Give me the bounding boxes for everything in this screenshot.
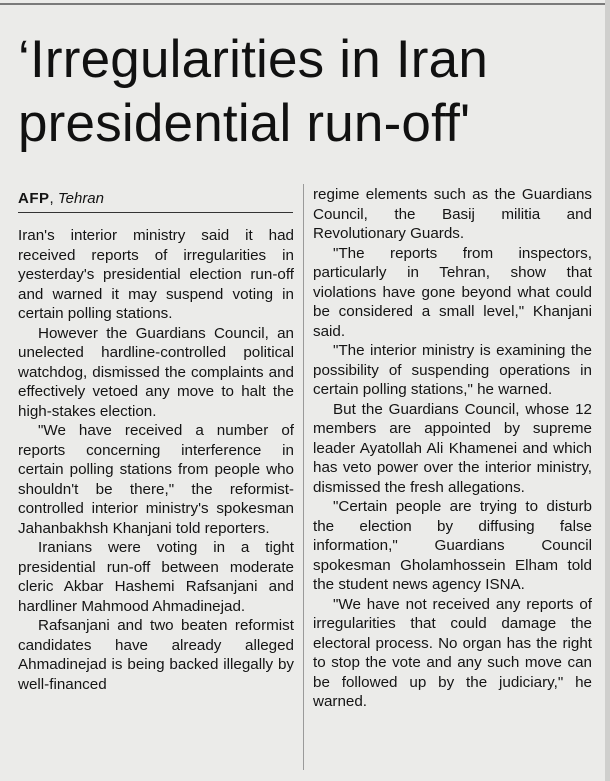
article-column-2 <box>313 185 592 712</box>
byline-agency: AFP <box>18 190 50 207</box>
paragraph: "Certain people are trying to disturb the election by diffusing false information," Guardians Council spokesman Gholamhossein Elham told the student news agency ISNA. <box>313 498 592 593</box>
paragraph: "We have received a number of reports concerning interference in certain polling stations from people who shouldn't be there," the reformist-controlled interior ministry's spokesman Jahanbakhsh Khanjani told reporters. <box>18 422 294 537</box>
column-divider <box>303 184 304 770</box>
paragraph: Iran's interior ministry said it had received reports of irregularities in yesterday's presidential election run-off and warned it may suspend voting in certain polling stations. <box>18 227 294 322</box>
byline <box>18 189 298 209</box>
paragraph: However the Guardians Council, an unelected hardline-controlled political watchdog, dismissed the complaints and effectively vetoed any move to halt the high-stakes election. <box>18 324 294 420</box>
page-edge <box>605 0 610 781</box>
article-column-1 <box>18 226 294 694</box>
headline-line-2: presidential run-off' <box>18 94 471 153</box>
paragraph: regime elements such as the Guardians Council, the Basij militia and Revolutionary Guards. <box>313 186 592 242</box>
paragraph: "The reports from inspectors, particularly in Tehran, show that violations have gone beyond what could be considered a small level," Khanjani said. <box>313 244 592 340</box>
paragraph: "We have not received any reports of irregularities that could damage the electoral process. No organ has the right to stop the vote and any such move can be followed up by the judiciary," he warned. <box>313 595 592 710</box>
top-border-line <box>0 3 610 5</box>
paragraph: But the Guardians Council, whose 12 members are appointed by supreme leader Ayatollah Ali Khamenei and which has veto power over the interior ministry, dismissed the fresh allegations. <box>313 400 592 496</box>
byline-rule <box>18 212 293 213</box>
headline-line-1: ‘Irregularities in Iran <box>18 30 489 89</box>
paragraph: Rafsanjani and two beaten reformist candidates have already alleged Ahmadinejad is being backed illegally by well-financed <box>18 617 294 693</box>
headline <box>18 28 603 156</box>
paragraph: Iranians were voting in a tight presidential run-off between moderate cleric Akbar Hashemi Rafsanjani and hardliner Mahmood Ahmadinejad. <box>18 539 294 615</box>
byline-location: Tehran <box>57 190 104 207</box>
byline-separator: , <box>49 190 58 207</box>
paragraph: "The interior ministry is examining the possibility of suspending operations in certain polling stations," he warned. <box>313 342 592 398</box>
